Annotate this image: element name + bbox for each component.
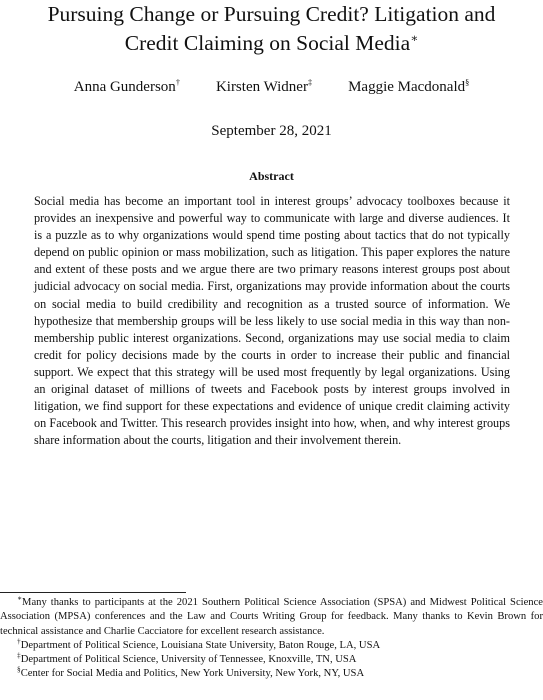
title-footnote-mark: ∗	[410, 30, 419, 45]
abstract-body: Social media has become an important tool in interest groups’ advocacy toolboxes because it provides an inexpensive and powerful way to communicate with large and diverse audiences. It is a puzzle as to why organizations would spend time posting about tactics that do not typically depend on public opinion or mass mobilization, such as litigation. This paper explores the nature and extent of these posts and we argue there are two primary reasons interest groups post about judicial advocacy on social media. First, organizations may provide information about the courts on social media to build credibility and recognition as a trusted source of information. We hypothesize that membership groups will be less likely to use social media in this way than non-membership public interest organizations. Second, organizations may use social media to claim credit for policy decisions made by the courts in order to increase their public and financial support. We expect that this strategy will be used most frequently by legal organizations. Using an original dataset of millions of tweets and Facebook posts by interest groups involved in litigation, we find support for these expectations and evidence of unique credit claiming activity on Facebook and Twitter. This research provides insight into how, when, and why interest groups share information about the courts, litigation and their involvement therein.	[34, 194, 510, 448]
footnote-acknowledgements: ∗Many thanks to participants at the 2021 Southern Political Science Association (SPSA) and Midwest Political Science Association (MPSA) conferences and the Law and Courts Writing Group for feedback. Many thanks to Kevin Brown for technical assistance and Charlie Cacciatore for excellent research assistance.	[0, 593, 543, 637]
title-line-1: Pursuing Change or Pursuing Credit? Litigation and	[47, 2, 496, 26]
paper-title	[0, 0, 543, 58]
author-3: Maggie Macdonald§	[348, 78, 470, 95]
author-2: Kirsten Widner‡	[215, 78, 313, 95]
footnote-affiliation-2: ‡Department of Political Science, University of Tennessee, Knoxville, TN, USA	[17, 650, 357, 666]
footnotes	[0, 593, 543, 682]
author-list	[0, 77, 543, 97]
author-1: Anna Gunderson†	[73, 78, 180, 95]
title-line-2: Credit Claiming on Social Media	[124, 31, 411, 55]
footnote-affiliation-3: §Center for Social Media and Politics, New York University, New York, NY, USA	[17, 664, 365, 680]
footnote-affiliation-1: †Department of Political Science, Louisiana State University, Baton Rouge, LA, USA	[17, 636, 381, 651]
paper-date: September 28, 2021	[211, 123, 332, 139]
footnote-rule	[0, 592, 186, 593]
abstract-heading: Abstract	[249, 169, 294, 183]
